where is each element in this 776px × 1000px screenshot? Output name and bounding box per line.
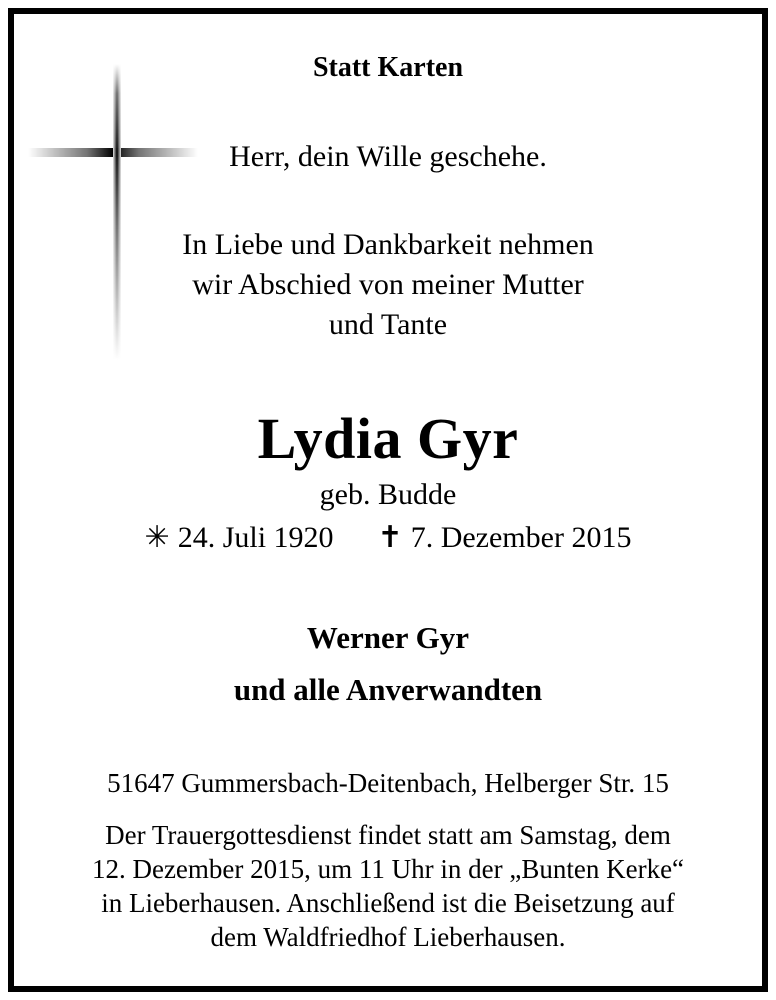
life-dates — [14, 520, 762, 555]
birth-name: geb. Budde — [319, 478, 457, 511]
address-line: 51647 Gummersbach-Deitenbach, Helberger Str. 15 — [107, 768, 669, 798]
intro-line-1: In Liebe und Dankbarkeit nehmen — [182, 228, 594, 261]
death-date: 7. Dezember 2015 — [410, 521, 632, 554]
intro-line-3: und Tante — [328, 308, 448, 341]
birth-date: 24. Juli 1920 — [177, 521, 334, 554]
mourner-line-2: und alle Anverwandten — [233, 672, 543, 707]
header-statt-karten: Statt Karten — [312, 52, 464, 83]
death-cross-icon: ✝ — [377, 521, 403, 554]
mourner-line-1: Werner Gyr — [306, 620, 470, 655]
birth-star-icon: ✳ — [144, 521, 170, 554]
quote-line: Herr, dein Wille geschehe. — [229, 140, 547, 173]
service-line-2: 12. Dezember 2015, um 11 Uhr in der „Bunten Kerke“ — [91, 854, 685, 884]
deceased-name: Lydia Gyr — [257, 406, 519, 471]
intro-line-2: wir Abschied von meiner Mutter — [192, 268, 584, 301]
service-line-4: dem Waldfriedhof Lieberhausen. — [210, 922, 566, 952]
service-line-1: Der Trauergottesdienst findet statt am Samstag, dem — [105, 820, 671, 850]
obituary-notice — [8, 8, 768, 992]
service-line-3: in Lieberhausen. Anschließend ist die Beisetzung auf — [101, 888, 675, 918]
